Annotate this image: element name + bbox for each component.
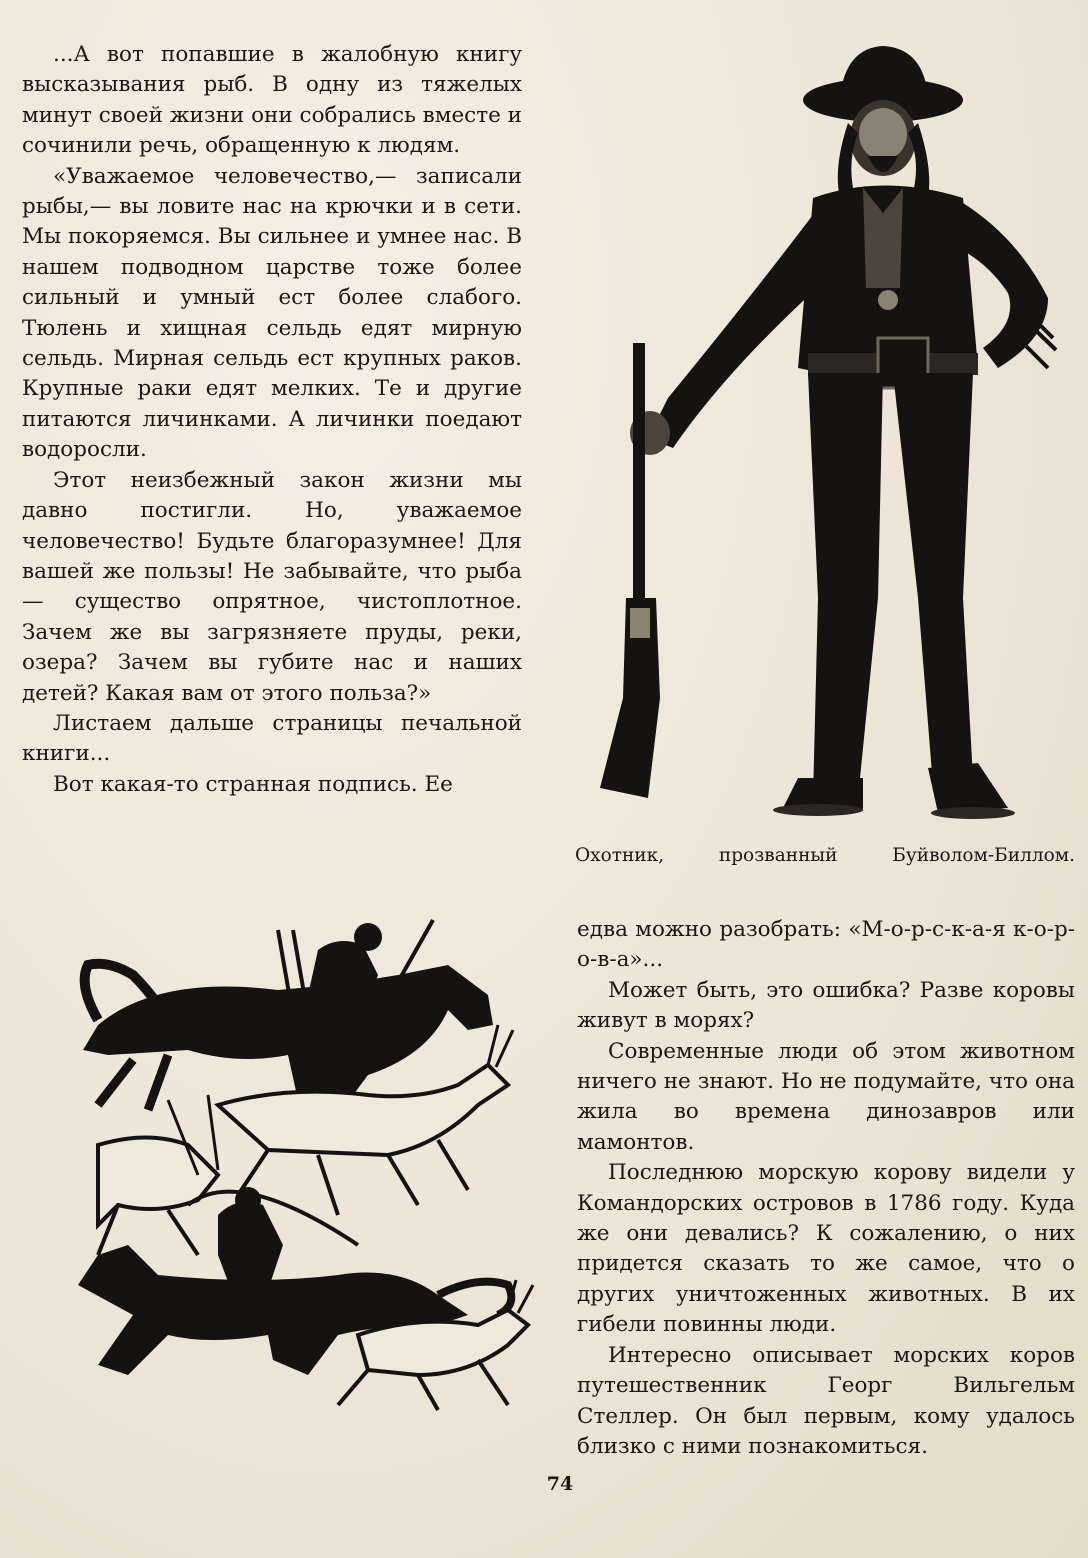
paragraph: ...А вот попавшие в жалобную книгу высказывания рыб. В одну из тяжелых минут своей жизни они собрались вместе и сочинили речь, обращенную к людям. (22, 42, 522, 159)
left-text-column (22, 40, 522, 800)
paragraph: Вот какая-то странная подпись. Ее (53, 771, 453, 797)
paragraph: Последнюю морскую корову видели у Командорских островов в 1786 году. Куда же они девались? К сожалению, о них придется сказать то же самое, что о других уничтоженных животных. В их гибели повинны люди. (577, 1160, 1075, 1338)
riders-illustration (38, 915, 553, 1415)
page-number: 74 (546, 1473, 574, 1495)
paragraph: Этот неизбежный закон жизни мы давно постигли. Но, уважаемое человечество! Будьте благоразумнее! Для вашей же пользы! Не забывайте, что рыба — существо опрятное, чистоплотное. Зачем же вы загрязняете пруды, реки, озера? Зачем вы губите нас и наших детей? Какая вам от этого польза?» (22, 467, 522, 706)
right-text-column (577, 915, 1075, 1462)
paragraph: Современные люди об этом животном ничего не знают. Но не подумайте, что она жила во времена динозавров или мамонтов. (577, 1038, 1075, 1155)
paragraph: «Уважаемое человечество,— записали рыбы,— вы ловите нас на крючки и в сети. Мы покоряемся. Вы сильнее и умнее нас. В нашем подводном царстве тоже более сильный и умный ест более слабого. Тюлень и хищная сельдь едят мирную сельдь. Мирная сельдь ест крупных раков. Крупные раки едят мелких. Те и другие питаются личинками. А личинки поедают водоросли. (22, 163, 522, 463)
paragraph: Интересно описывает морских коров путешественник Георг Вильгельм Стеллер. Он был первым, кому удалось близко с ними познакомиться. (577, 1342, 1075, 1459)
hunter-illustration (578, 38, 1078, 828)
paragraph: Может быть, это ошибка? Разве коровы живут в морях? (577, 977, 1075, 1034)
illustration-caption: Охотник, прозванный Буйволом-Биллом. (575, 845, 1075, 866)
paragraph: Листаем дальше страницы печальной книги... (22, 710, 522, 767)
paragraph-continuation: едва можно разобрать: «М-о-р-с-к-а-я к-о-р-о-в-а»... (577, 917, 1075, 973)
